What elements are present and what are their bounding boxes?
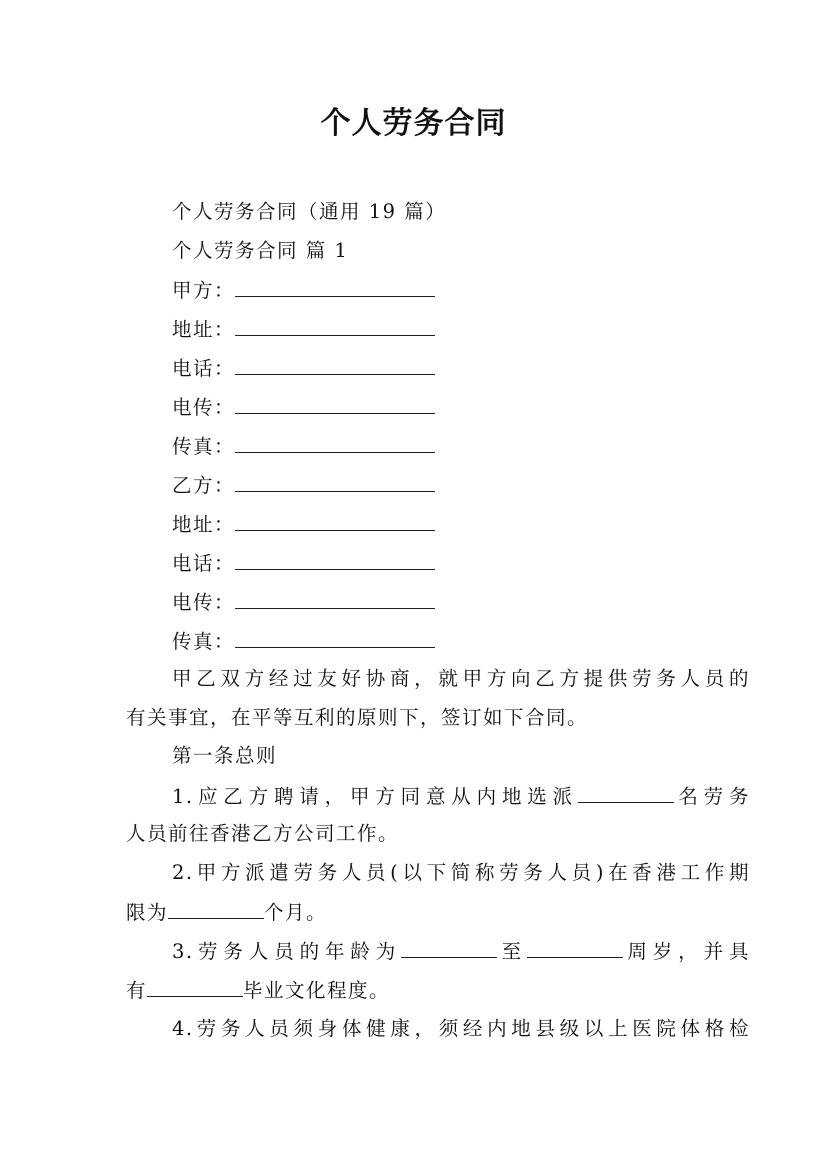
party-a-address-field (126, 315, 750, 344)
intro-paragraph-line-2: 有关事宜，在平等互利的原则下，签订如下合同。 (126, 706, 589, 729)
clause-text: 周岁，并具 (622, 940, 750, 963)
party-a-blank (235, 276, 435, 297)
field-label: 甲方： (172, 279, 236, 302)
clause-text: 限为 (126, 901, 169, 924)
party-a-field (126, 276, 750, 305)
party-b-address-field (126, 510, 750, 539)
clause-text: 至 (497, 940, 527, 963)
party-b-blank (235, 471, 435, 492)
party-b-telex-blank (235, 588, 435, 609)
clause-1-line-2: 人员前往香港乙方公司工作。 (126, 822, 400, 845)
age-min-blank (401, 937, 497, 958)
party-b-fax-field (126, 627, 750, 656)
clause-2-line-2 (126, 898, 704, 927)
document-title: 个人劳务合同 (320, 106, 507, 141)
field-label: 传真： (172, 630, 236, 653)
clause-text: 1.应乙方聘请，甲方同意从内地选派 (172, 785, 578, 808)
field-label: 传真： (172, 435, 236, 458)
clause-3-line-2 (126, 976, 704, 1005)
clause-text: 3.劳务人员的年龄为 (172, 940, 402, 963)
clause-4-line-1: 4.劳务人员须身体健康，须经内地县级以上医院体格检 (172, 1017, 750, 1040)
document-subtitle: 个人劳务合同（通用 19 篇） (172, 200, 447, 223)
intro-paragraph-line-1: 甲乙双方经过友好协商，就甲方向乙方提供劳务人员的 (172, 667, 750, 690)
party-a-phone-field (126, 354, 750, 383)
party-b-fax-blank (235, 627, 435, 648)
clause-3-line-1 (126, 937, 750, 966)
clause-2-line-1: 2.甲方派遣劳务人员(以下简称劳务人员)在香港工作期 (172, 861, 750, 884)
party-b-telex-field (126, 588, 750, 617)
clause-1-line-1 (126, 782, 750, 811)
clause-text: 名劳务 (673, 785, 750, 808)
worker-count-blank (578, 782, 674, 803)
article-heading: 第一条总则 (172, 744, 278, 767)
field-label: 电话： (172, 357, 236, 380)
party-a-phone-blank (235, 354, 435, 375)
party-b-field (126, 471, 750, 500)
party-b-phone-blank (235, 549, 435, 570)
clause-text: 有 (126, 979, 148, 1002)
clause-text: 毕业文化程度。 (243, 979, 391, 1002)
field-label: 地址： (172, 318, 236, 341)
clause-text: 个月。 (264, 901, 328, 924)
field-label: 乙方： (172, 474, 236, 497)
party-a-telex-field (126, 393, 750, 422)
field-label: 电传： (172, 591, 236, 614)
party-a-address-blank (235, 315, 435, 336)
party-b-address-blank (235, 510, 435, 531)
field-label: 地址： (172, 513, 236, 536)
party-b-phone-field (126, 549, 750, 578)
party-a-fax-blank (235, 432, 435, 453)
party-a-fax-field (126, 432, 750, 461)
party-a-telex-blank (235, 393, 435, 414)
field-label: 电话： (172, 552, 236, 575)
field-label: 电传： (172, 396, 236, 419)
section-heading: 个人劳务合同 篇 1 (172, 239, 349, 262)
education-blank (147, 976, 243, 997)
term-months-blank (168, 898, 264, 919)
age-max-blank (527, 937, 623, 958)
